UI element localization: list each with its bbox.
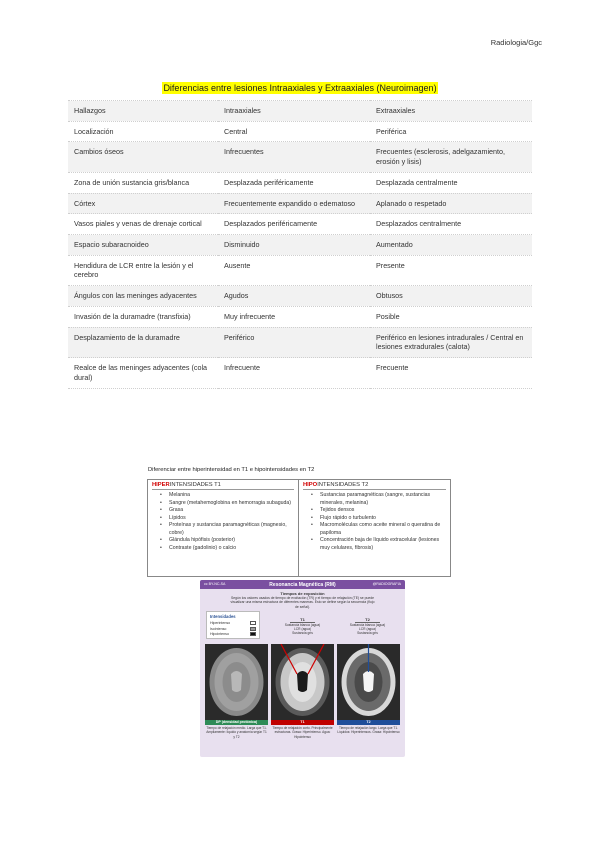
credit-label: @RADIOGRAFIA xyxy=(372,582,401,586)
table-cell: Hendidura de LCR entre la lesión y el cerebro xyxy=(68,255,218,285)
table-cell: Periférico en lesiones intradurales / Central en lesiones extradurales (calota) xyxy=(370,327,532,357)
table-row xyxy=(68,358,532,388)
table-row xyxy=(68,142,532,172)
table-cell: Infrecuentes xyxy=(218,142,370,172)
table-cell: Presente xyxy=(370,255,532,285)
table-cell: Hallazgos xyxy=(68,101,218,122)
table-cell: Ausente xyxy=(218,255,370,285)
comparison-table xyxy=(68,100,532,389)
table-row xyxy=(68,193,532,214)
table-cell: Desplazada centralmente xyxy=(370,172,532,193)
list-item: • Lípidos xyxy=(160,515,294,523)
table-cell: Periférica xyxy=(370,121,532,142)
table-cell: Realce de las meninges adyacentes (cola dural) xyxy=(68,358,218,388)
license-label: cc BY-NC-SA xyxy=(204,582,226,586)
intensity-heading: Intensidades xyxy=(210,614,236,619)
t1-footer: Tiempo de relajación corto. Principalmente estructuras. Grasa: Hiperintenso. Agua: Hipointenso xyxy=(272,726,333,739)
table-cell: Ángulos con las meninges adyacentes xyxy=(68,286,218,307)
legend-row: Isointenso xyxy=(210,627,256,631)
table-cell: Espacio subaracnoideo xyxy=(68,235,218,256)
table-cell: Frecuentemente expandido o edematoso xyxy=(218,193,370,214)
intensity-comparison-box xyxy=(147,479,451,577)
table-row xyxy=(68,121,532,142)
table-cell: Localización xyxy=(68,121,218,142)
table-cell: Frecuente xyxy=(370,358,532,388)
list-item: • Sangre (metahemoglobina en hemorragia subaguda) xyxy=(160,500,294,508)
table-row xyxy=(68,286,532,307)
t2-values: Sustancia blanca (agua) LCR (agua) Sustancia gris xyxy=(349,623,386,635)
infographic-title: Resonancia Magnética (RM) xyxy=(269,581,336,588)
table-cell: Córtex xyxy=(68,193,218,214)
t1-weight-label: T1 xyxy=(290,617,315,623)
table-cell: Invasión de la duramadre (transfixia) xyxy=(68,306,218,327)
brain-dp-image xyxy=(205,644,268,720)
intensity-legend xyxy=(206,611,260,639)
table-cell: Aumentado xyxy=(370,235,532,256)
table-row xyxy=(68,172,532,193)
sequence-title: Tiempos de exposición xyxy=(280,591,325,596)
table-cell: Zona de unión sustancia gris/blanca xyxy=(68,172,218,193)
t2-tag: T2 xyxy=(337,720,400,725)
table-cell: Desplazada periféricamente xyxy=(218,172,370,193)
infographic-banner xyxy=(200,580,405,589)
table-row xyxy=(68,255,532,285)
table-cell: Frecuentes (esclerosis, adelgazamiento, erosión y lisis) xyxy=(370,142,532,172)
table-cell: Desplazamiento de la duramadre xyxy=(68,327,218,357)
table-cell: Aplanado o respetado xyxy=(370,193,532,214)
list-item: • Macromoléculas como aceite mineral o queratina de papiloma xyxy=(311,522,446,537)
table-cell: Obtusos xyxy=(370,286,532,307)
table-cell: Muy infrecuente xyxy=(218,306,370,327)
brain-t1-image xyxy=(271,644,334,720)
legend-row: Hiperintenso xyxy=(210,621,256,625)
list-item: • Glándula hipófisis (posterior) xyxy=(160,537,294,545)
section-subtitle: Diferenciar entre hiperintensidad en T1 e hipointensidades en T2 xyxy=(148,467,315,473)
table-cell: Intraaxiales xyxy=(218,101,370,122)
t1-values: Sustancia blanca (agua) LCR (agua) Sustancia gris xyxy=(284,623,321,635)
table-cell: Desplazados periféricamente xyxy=(218,214,370,235)
t1-list xyxy=(152,492,294,552)
table-cell: Posible xyxy=(370,306,532,327)
list-item: • Tejidos densos xyxy=(311,507,446,515)
table-row xyxy=(68,101,532,122)
table-cell: Infrecuente xyxy=(218,358,370,388)
mri-infographic xyxy=(200,580,405,757)
weight-values xyxy=(270,623,400,635)
t2-weight-label: T2 xyxy=(355,617,380,623)
table-cell: Central xyxy=(218,121,370,142)
table-cell: Desplazados centralmente xyxy=(370,214,532,235)
list-item: • Melanina xyxy=(160,492,294,500)
document-title: Diferencias entre lesiones Intraaxiales y Extraaxiales (Neuroimagen) xyxy=(163,83,437,93)
dp-footer: Tiempo de relajación medio. Larga que T1. Ampliamente: líquido y anatomía según T1 y T2 xyxy=(206,726,267,739)
t1-tag: T1 xyxy=(271,720,334,725)
table-cell: Cambios óseos xyxy=(68,142,218,172)
list-item: • Sustancias paramagnéticas (sangre, sustancias minerales, melanina) xyxy=(311,492,446,507)
table-row xyxy=(68,327,532,357)
list-item: • Grasa xyxy=(160,507,294,515)
table-row xyxy=(68,235,532,256)
dp-tag: DP (densidad protónica) xyxy=(205,720,268,725)
t2-footer: Tiempo de relajación largo. Larga que T1. Líquidos: Hiperintensos. Grasa: Hipointenso xyxy=(337,726,400,735)
table-cell: Agudos xyxy=(218,286,370,307)
t2-heading: HIPOINTENSIDADES T2 xyxy=(303,482,446,490)
list-item: • Concentración baja de líquido extracelular (lesiones muy celulares, fibrosis) xyxy=(311,537,446,552)
legend-row: Hipointenso xyxy=(210,632,256,636)
table-row xyxy=(68,214,532,235)
list-item: • Proteínas y sustancias paramagnéticas (magnesio, cobre) xyxy=(160,522,294,537)
t2-list xyxy=(303,492,446,552)
table-cell: Vasos piales y venas de drenaje cortical xyxy=(68,214,218,235)
header-note: Radiologia/Ggc xyxy=(490,38,542,47)
t2-column xyxy=(299,480,450,576)
brain-images xyxy=(205,644,400,720)
brain-t2-image xyxy=(337,644,400,720)
list-item: • Contraste (gadolinio) o calcio xyxy=(160,545,294,553)
sequence-description: Según los valores usados de tiempo de excitación (TR) y el tiempo de relajación (TE) se puede visualizar una misma estructura de diferentes maneras. Esto se define según la secuencia (flujo de señal). xyxy=(230,596,375,609)
table-cell: Disminuido xyxy=(218,235,370,256)
table-cell: Periférico xyxy=(218,327,370,357)
table-cell: Extraaxiales xyxy=(370,101,532,122)
table-row xyxy=(68,306,532,327)
list-item: • Flujo rápido o turbulento xyxy=(311,515,446,523)
t1-heading: HIPERINTENSIDADES T1 xyxy=(152,482,294,490)
t1-column xyxy=(148,480,299,576)
